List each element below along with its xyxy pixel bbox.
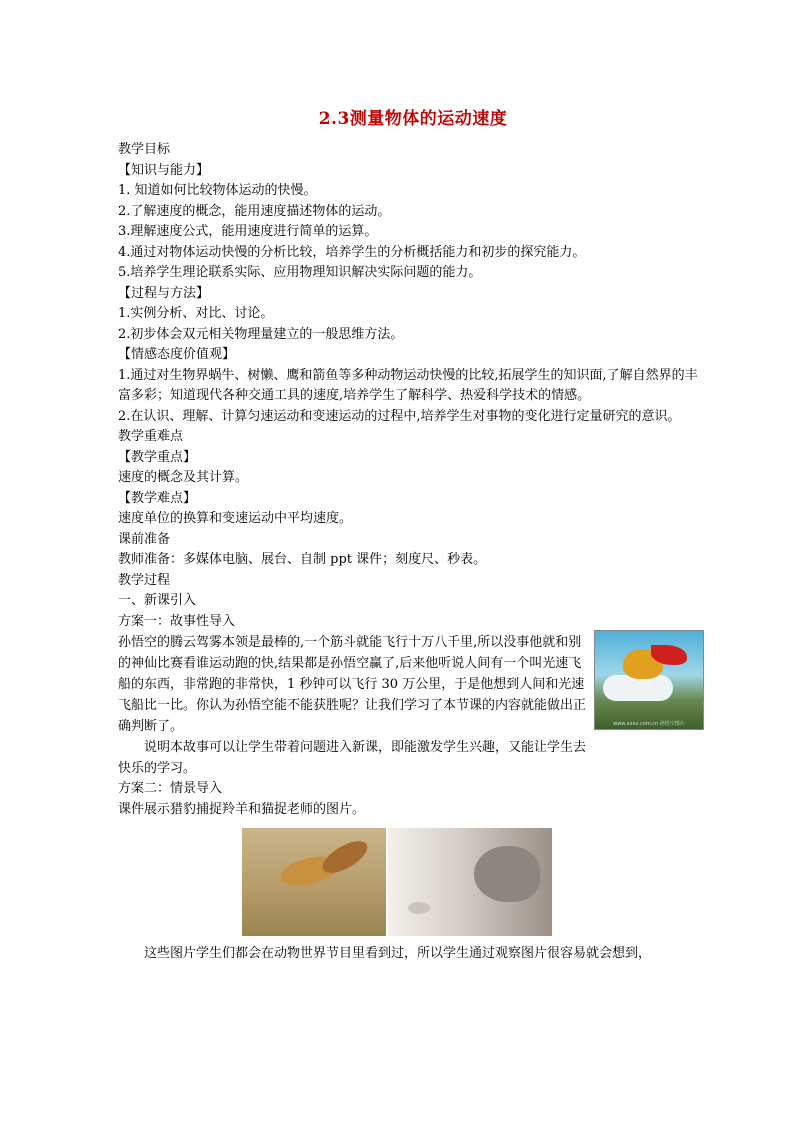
text-line: 速度的概念及其计算。 [118,470,249,485]
section-heading: 课前准备 [118,531,171,547]
story-paragraph: 孙悟空的腾云驾雾本领是最棒的,一个筋斗就能飞行十万八千里,所以没事他就和别的神仙比赛看谁运动跑的快,结果都是孙悟空赢了,后来他听说人间有一个叫光速飞船的东西，非常跑的非常快，1 秒钟可以飞行 30 万公里，于是他想到人间和光速飞船比一比。你认为孙悟空能不能获胜呢？让我们学习了本节课的内容就能做出正确判断了。 [118,635,587,734]
story-note: 说明本故事可以让学生带着问题进入新课，即能激发学生兴趣，又能让学生去快乐的学习。 [118,740,587,776]
section-heading: 教学目标 [118,142,171,157]
subsection-heading: 【过程与方法】 [118,285,210,301]
text-line: 方案一：故事性导入 [118,613,236,629]
bottom-paragraph: 这些图片学生们都会在动物世界节目里看到过，所以学生通过观察图片很容易就会想到， [144,946,652,961]
subsection-heading: 【知识与能力】 [118,162,210,178]
text-line: 速度单位的换算和变速运动中平均速度。 [118,511,353,526]
list-item: 2.了解速度的概念，能用速度描述物体的运动。 [118,203,391,219]
scheme-heading: 方案二：情景导入 [118,781,223,796]
subsection-heading: 【情感态度价值观】 [118,347,236,362]
text-line: 一、新课引入 [118,593,197,608]
gazelle-shape [318,835,372,879]
mouse-shape [408,902,430,914]
scheme-description: 课件展示猎豹捕捉羚羊和猫捉老师的图片。 [118,801,366,817]
monkey-king-image [594,630,704,730]
cat-image [388,828,552,936]
list-item: 2.初步体会双元相关物理量建立的一般思维方法。 [118,326,404,342]
subsection-heading: 【教学重点】 [118,449,197,465]
list-item: 1.实例分析、对比、讨论。 [118,306,274,321]
list-item: 3.理解速度公式，能用速度进行简单的运算。 [118,224,378,239]
paragraph-emotion-2: 2.在认识、理解、计算匀速运动和变速运动的过程中,培养学生对事物的变化进行定量研究的意识。 [118,408,681,424]
section-heading: 教学过程 [118,572,171,588]
doc-title: 2.3测量物体的运动速度 [318,109,508,129]
list-item: 1. 知道如何比较物体运动的快慢。 [118,183,317,198]
text-line: 教师准备：多媒体电脑、展台、自制 ppt 课件；刻度尺、秒表。 [118,552,487,567]
story-block [118,632,708,779]
list-item: 4.通过对物体运动快慢的分析比较，培养学生的分析概括能力和初步的探究能力。 [118,244,586,260]
image-row [118,828,708,936]
image-caption: www.xxxx.com.cn 孙悟空图片 [613,721,685,727]
subsection-heading: 【教学难点】 [118,490,197,506]
list-item: 5.培养学生理论联系实际、应用物理知识解决实际问题的能力。 [118,265,482,280]
document-page [118,100,708,965]
cheetah-image [242,828,386,936]
paragraph-emotion-1: 1.通过对生物界蜗牛、树懒、鹰和箭鱼等多种动物运动快慢的比较,拓展学生的知识面,了解自然界的丰富多彩；知道现代各种交通工具的速度,培养学生了解科学、热爱科学技术的情感。 [118,367,698,403]
section-heading: 教学重难点 [118,429,184,444]
cat-shape [474,846,540,902]
